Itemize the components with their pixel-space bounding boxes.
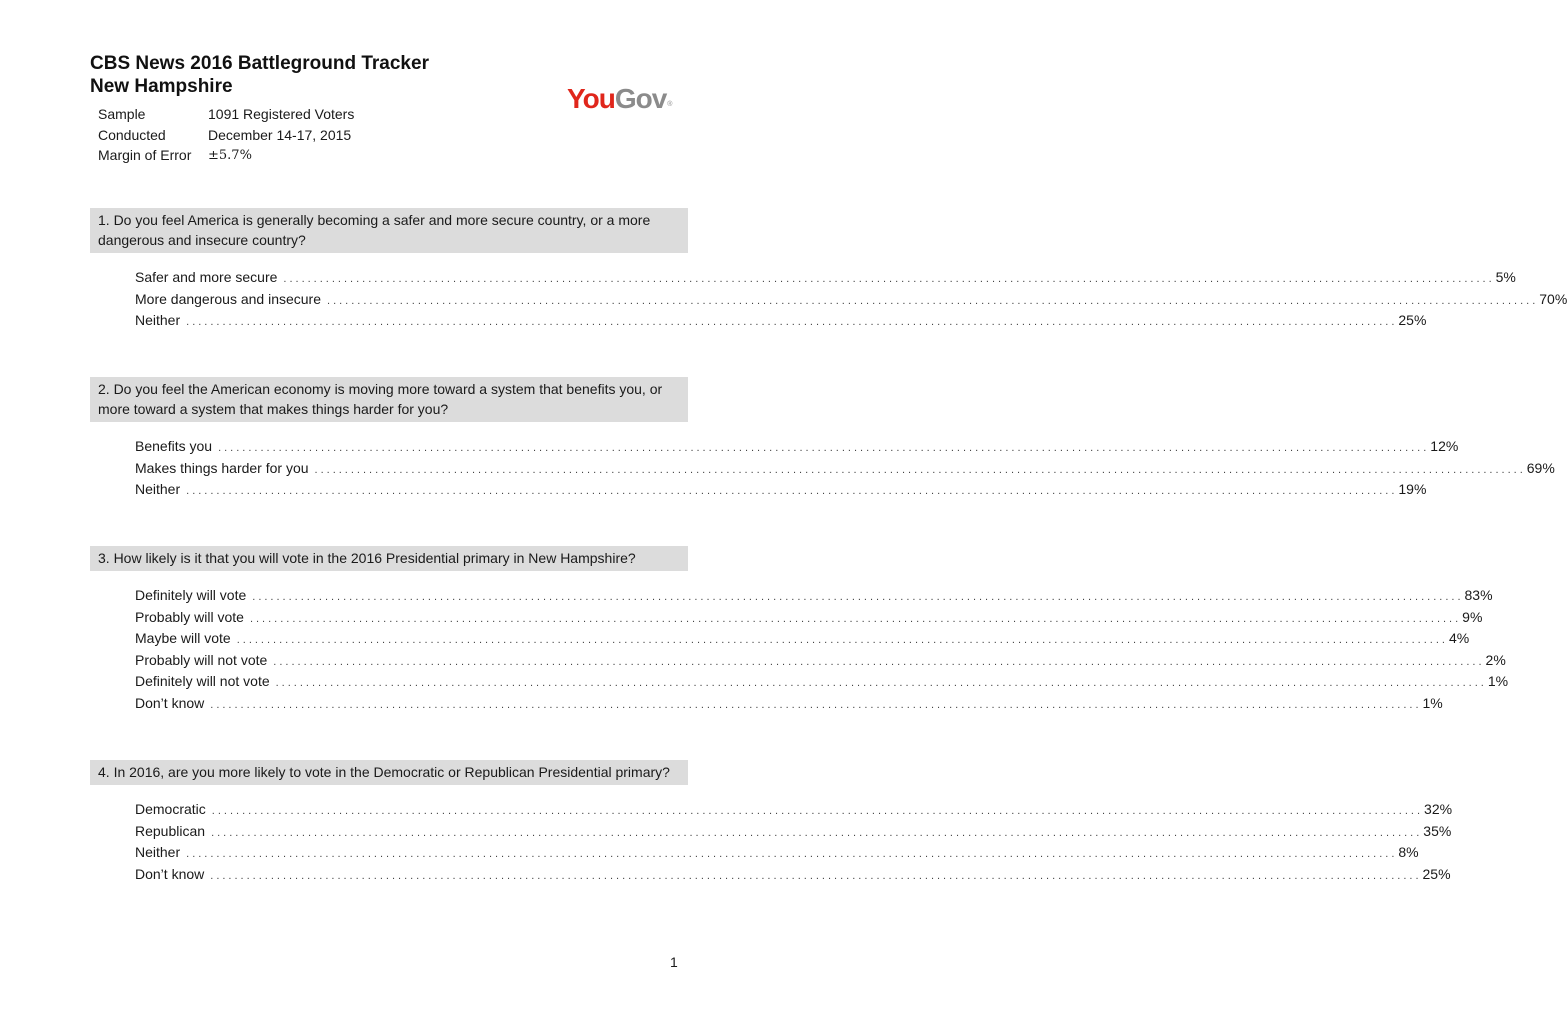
answer-label: Don’t know bbox=[135, 865, 205, 882]
meta-label: Conducted bbox=[98, 126, 166, 143]
answer-row bbox=[135, 844, 1419, 866]
question-text: 4. In 2016, are you more likely to vote in the Democratic or Republican Presidential primary? bbox=[90, 760, 688, 785]
answer-list bbox=[135, 801, 1453, 887]
answer-row bbox=[135, 630, 1470, 652]
leader-dots: ........................................................................................................................................................................................................ bbox=[186, 485, 1398, 497]
answer-label: Republican bbox=[135, 822, 206, 839]
answer-label: More dangerous and insecure bbox=[135, 290, 322, 307]
answer-row bbox=[135, 673, 1509, 695]
meta-value: ±5.7% bbox=[208, 147, 252, 163]
logo-you: You bbox=[567, 83, 615, 114]
leader-dots: ........................................................................................................................................................................................................ bbox=[211, 826, 1423, 839]
answer-row bbox=[135, 822, 1452, 845]
leader-dots: ........................................................................................................................................................................................................ bbox=[210, 869, 1422, 882]
question-1 bbox=[90, 208, 1567, 334]
meta-row-sample bbox=[98, 104, 354, 125]
leader-dots: ........................................................................................................................................................................................................ bbox=[275, 677, 1487, 689]
meta-row-margin-of-error bbox=[98, 145, 354, 166]
leader-dots: ........................................................................................................................................................................................................ bbox=[218, 442, 1430, 454]
leader-dots: ........................................................................................................................................................................................................ bbox=[314, 463, 1526, 476]
page-title bbox=[90, 52, 429, 98]
page-number: 1 bbox=[670, 954, 678, 970]
leader-dots: ........................................................................................................................................................................................................ bbox=[327, 294, 1539, 307]
answer-label: Neither bbox=[135, 481, 181, 497]
leader-dots: ........................................................................................................................................................................................................ bbox=[211, 805, 1424, 817]
meta-row-conducted bbox=[98, 125, 354, 146]
answer-list bbox=[135, 438, 1555, 503]
answer-label: Makes things harder for you bbox=[135, 459, 309, 476]
answer-label: Neither bbox=[135, 312, 181, 328]
answer-row bbox=[135, 608, 1483, 631]
answer-label: Neither bbox=[135, 844, 181, 860]
answer-value: 83% bbox=[1464, 587, 1493, 603]
meta-value: 1091 Registered Voters bbox=[208, 106, 355, 123]
answer-row bbox=[135, 459, 1555, 482]
question-text: 1. Do you feel America is generally becoming a safer and more secure country, or a more dangerous and insecure country? bbox=[90, 208, 688, 253]
answer-label: Definitely will not vote bbox=[135, 673, 270, 689]
logo-registered-mark: ® bbox=[667, 101, 672, 108]
answer-list bbox=[135, 587, 1509, 716]
answer-value: 1% bbox=[1422, 694, 1443, 711]
answer-value: 8% bbox=[1398, 844, 1419, 860]
answer-value: 70% bbox=[1539, 290, 1567, 307]
answer-value: 5% bbox=[1495, 269, 1516, 285]
answer-row bbox=[135, 865, 1451, 888]
answer-row bbox=[135, 651, 1506, 674]
answer-row bbox=[135, 801, 1453, 823]
meta-value: December 14-17, 2015 bbox=[208, 126, 352, 143]
answer-label: Definitely will vote bbox=[135, 587, 247, 603]
question-text: 3. How likely is it that you will vote in the 2016 Presidential primary in New Hampshire? bbox=[90, 546, 688, 571]
leader-dots: ........................................................................................................................................................................................................ bbox=[186, 848, 1398, 860]
question-3 bbox=[90, 546, 1509, 716]
leader-dots: ........................................................................................................................................................................................................ bbox=[283, 273, 1495, 285]
answer-row bbox=[135, 481, 1427, 503]
question-text: 2. Do you feel the American economy is moving more toward a system that benefits you, or more toward a system that makes things harder for you? bbox=[90, 377, 688, 422]
question-2 bbox=[90, 377, 1555, 503]
answer-label: Don’t know bbox=[135, 694, 205, 711]
answer-value: 9% bbox=[1462, 608, 1483, 625]
answer-value: 19% bbox=[1398, 481, 1427, 497]
answer-row bbox=[135, 587, 1493, 609]
yougov-logo bbox=[567, 82, 670, 116]
logo-gov: Gov bbox=[614, 83, 667, 114]
answer-row bbox=[135, 269, 1516, 291]
leader-dots: ........................................................................................................................................................................................................ bbox=[252, 591, 1464, 603]
meta-label: Margin of Error bbox=[98, 147, 192, 164]
answer-value: 1% bbox=[1487, 673, 1509, 689]
answer-row bbox=[135, 694, 1443, 717]
answer-value: 35% bbox=[1423, 822, 1452, 839]
answer-row bbox=[135, 290, 1567, 313]
answer-value: 25% bbox=[1398, 312, 1427, 328]
answer-label: Maybe will vote bbox=[135, 630, 231, 646]
answer-value: 25% bbox=[1422, 865, 1451, 882]
title-line-2: New Hampshire bbox=[90, 76, 233, 97]
meta-label: Sample bbox=[98, 106, 146, 123]
title-line-1: CBS News 2016 Battleground Tracker bbox=[90, 53, 429, 74]
leader-dots: ........................................................................................................................................................................................................ bbox=[210, 698, 1422, 711]
answer-value: 69% bbox=[1526, 459, 1555, 476]
answer-list bbox=[135, 269, 1567, 334]
answer-label: Benefits you bbox=[135, 438, 213, 454]
answer-label: Democratic bbox=[135, 801, 206, 817]
answer-label: Probably will not vote bbox=[135, 651, 268, 668]
answer-label: Safer and more secure bbox=[135, 269, 278, 285]
answer-row bbox=[135, 312, 1427, 334]
question-4 bbox=[90, 760, 1453, 887]
leader-dots: ........................................................................................................................................................................................................ bbox=[236, 634, 1448, 646]
survey-metadata bbox=[98, 104, 354, 166]
answer-value: 2% bbox=[1485, 651, 1506, 668]
answer-value: 32% bbox=[1424, 801, 1453, 817]
answer-label: Probably will vote bbox=[135, 608, 244, 625]
leader-dots: ........................................................................................................................................................................................................ bbox=[186, 316, 1398, 328]
leader-dots: ........................................................................................................................................................................................................ bbox=[273, 655, 1485, 668]
answer-row bbox=[135, 438, 1459, 460]
answer-value: 4% bbox=[1448, 630, 1470, 646]
answer-value: 12% bbox=[1430, 438, 1459, 454]
leader-dots: ........................................................................................................................................................................................................ bbox=[249, 612, 1462, 625]
